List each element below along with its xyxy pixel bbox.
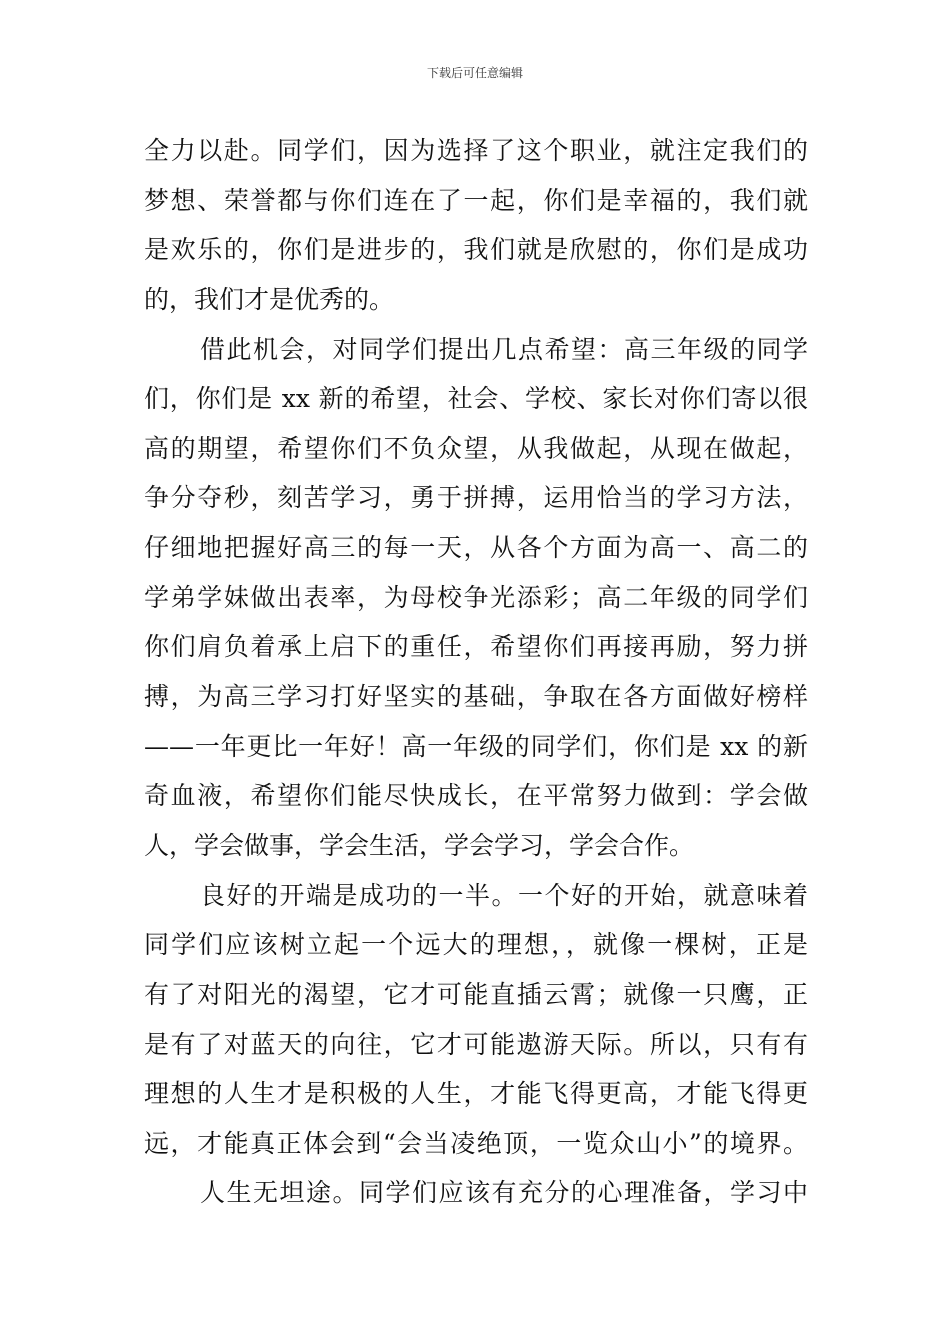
text-line: 是欢乐的，你们是进步的，我们就是欣慰的，你们是成功: [144, 235, 808, 265]
text-line: 的，我们才是优秀的。: [144, 284, 395, 314]
text-line: 同学们应该树立起一个远大的理想，，就像一棵树，正是: [144, 930, 808, 960]
text-line: 良好的开端是成功的一半。一个好的开始，就意味着: [200, 880, 808, 910]
text-line: 高的期望，希望你们不负众望，从我做起，从现在做起，: [144, 433, 808, 463]
text-line: 理想的人生才是积极的人生，才能飞得更高，才能飞得更: [144, 1079, 808, 1109]
text-line: 是有了对蓝天的向往，它才可能遨游天际。所以，只有有: [144, 1029, 808, 1059]
text-line: 人生无坦途。同学们应该有充分的心理准备，学习中: [200, 1178, 808, 1208]
text-line: 全力以赴。同学们，因为选择了这个职业，就注定我们的: [144, 136, 808, 165]
text-line: 奇血液，希望你们能尽快成长，在平常努力做到：学会做: [144, 781, 808, 811]
text-line: ——一年更比一年好！高一年级的同学们，你们是 xx 的新: [144, 731, 808, 761]
text-line: 远，才能真正体会到“会当凌绝顶，一览众山小”的境界。: [144, 1128, 808, 1158]
document-body: [144, 126, 808, 1218]
page-header: 下载后可任意编辑: [426, 66, 523, 80]
text-line: 有了对阳光的渴望，它才可能直插云霄；就像一只鹰，正: [144, 979, 808, 1009]
text-line: 人，学会做事，学会生活，学会学习，学会合作。: [144, 830, 695, 860]
text-line: 借此机会，对同学们提出几点希望：高三年级的同学: [200, 334, 808, 364]
text-line: 学弟学妹做出表率，为母校争光添彩；高二年级的同学们: [144, 582, 808, 612]
text-line: 们，你们是 xx 新的希望，社会、学校、家长对你们寄以很: [144, 384, 808, 414]
text-line: 仔细地把握好高三的每一天，从各个方面为高一、高二的: [144, 533, 808, 563]
text-line: 搏，为高三学习打好坚实的基础，争取在各方面做好榜样: [144, 682, 808, 712]
text-line: 梦想、荣誉都与你们连在了一起，你们是幸福的，我们就: [144, 185, 808, 215]
text-line: 争分夺秒，刻苦学习，勇于拼搏，运用恰当的学习方法，: [144, 483, 808, 513]
text-line: 你们肩负着承上启下的重任，希望你们再接再励，努力拼: [144, 632, 808, 662]
